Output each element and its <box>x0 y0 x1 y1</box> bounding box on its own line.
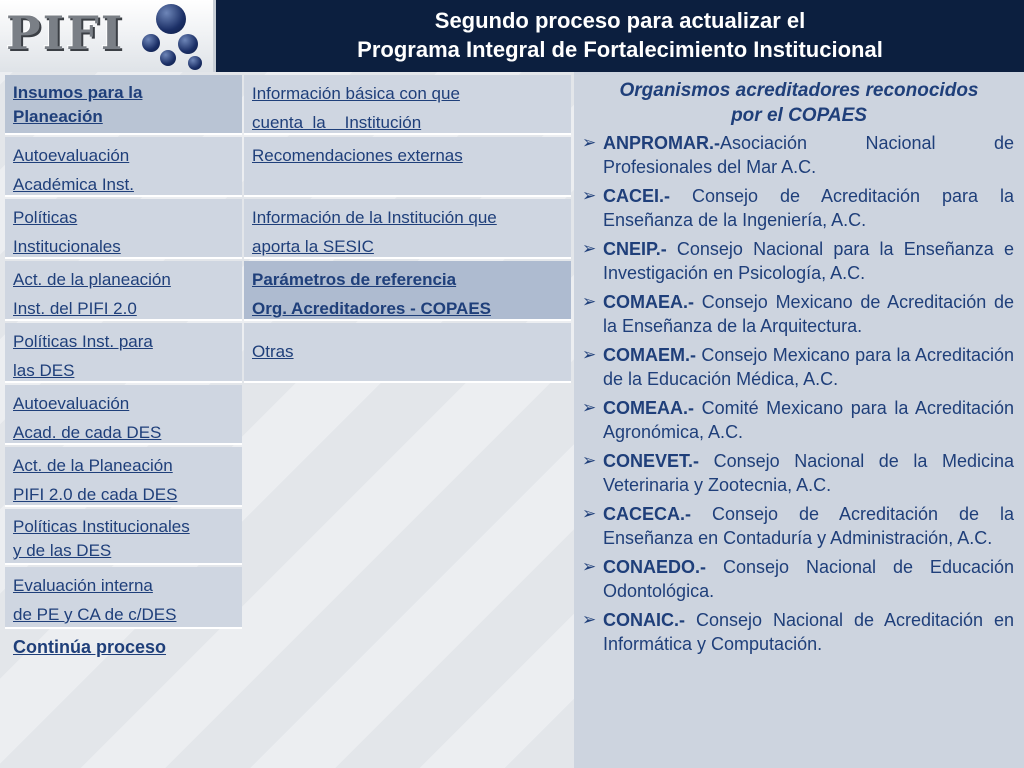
logo-dots-icon <box>140 4 210 70</box>
org-acronym: CONEVET.- <box>603 451 700 471</box>
page-title-line-1: Segundo proceso para actualizar el <box>434 8 806 33</box>
arrow-bullet-icon: ➢ <box>582 398 597 417</box>
list-item <box>580 396 1014 444</box>
left-item-line[interactable]: Académica Inst. <box>13 175 134 194</box>
left-item-line[interactable]: Políticas <box>13 208 78 227</box>
left-item-act-planeacion-des[interactable] <box>5 447 242 507</box>
list-item <box>580 290 1014 338</box>
org-name: Consejo Nacional para la Enseñanza e Investigación en Psicología, A.C. <box>603 239 1014 283</box>
mid-item-informacion-basica[interactable] <box>244 75 571 135</box>
left-item-autoevaluacion-des[interactable] <box>5 385 242 445</box>
header-bar <box>0 0 1024 72</box>
left-item-line[interactable]: Autoevaluación <box>13 146 130 165</box>
org-name: Consejo Nacional de la Medicina Veterinaria y Zootecnia, A.C. <box>603 451 1014 495</box>
left-item-act-planeacion[interactable] <box>5 261 242 321</box>
org-name: Consejo de Acreditación de la Enseñanza en Contaduría y Administración, A.C. <box>603 504 1014 548</box>
arrow-bullet-icon: ➢ <box>582 504 597 523</box>
list-item <box>580 131 1014 179</box>
list-item <box>580 237 1014 285</box>
org-name: Consejo Nacional de Acreditación en Informática y Computación. <box>603 610 1014 654</box>
accreditors-title-line-1: Organismos acreditadores reconocidos <box>619 80 979 101</box>
left-item-line[interactable]: PIFI 2.0 de cada DES <box>13 485 178 504</box>
mid-item-informacion-sesic[interactable] <box>244 199 571 259</box>
list-item <box>580 449 1014 497</box>
accreditors-list <box>580 131 1014 661</box>
arrow-bullet-icon: ➢ <box>582 557 597 576</box>
org-acronym: COMAEM.- <box>603 345 696 365</box>
org-name: Consejo de Acreditación para la Enseñanza de la Ingeniería, A.C. <box>603 186 1014 230</box>
org-acronym: CACEI.- <box>603 186 670 206</box>
left-item-politicas[interactable] <box>5 199 242 259</box>
left-item-evaluacion-interna[interactable] <box>5 567 242 629</box>
org-acronym: CONAEDO.- <box>603 557 706 577</box>
org-name: Consejo Nacional de Educación Odontológica. <box>603 557 1014 601</box>
org-acronym: COMEAA.- <box>603 398 694 418</box>
mid-item-line[interactable]: Otras <box>252 342 294 361</box>
left-item-line[interactable]: Act. de la planeación <box>13 270 171 289</box>
left-item-line[interactable]: de PE y CA de c/DES <box>13 605 177 624</box>
arrow-bullet-icon: ➢ <box>582 610 597 629</box>
mid-item-line[interactable]: Parámetros de referencia <box>252 270 457 289</box>
left-item-politicas-inst-des[interactable] <box>5 509 242 565</box>
list-item <box>580 502 1014 550</box>
page-title-line-2: Programa Integral de Fortalecimiento Institucional <box>357 37 883 62</box>
org-name: Comité Mexicano para la Acreditación Agronómica, A.C. <box>603 398 1014 442</box>
arrow-bullet-icon: ➢ <box>582 186 597 205</box>
arrow-bullet-icon: ➢ <box>582 345 597 364</box>
mid-item-line[interactable]: Información básica con que <box>252 84 460 103</box>
arrow-bullet-icon: ➢ <box>582 133 597 152</box>
org-name: Consejo Mexicano para la Acreditación de la Educación Médica, A.C. <box>603 345 1014 389</box>
org-acronym: CNEIP.- <box>603 239 667 259</box>
accreditors-title <box>574 78 1024 128</box>
left-item-autoevaluacion[interactable] <box>5 137 242 197</box>
mid-item-otras[interactable] <box>244 323 571 383</box>
arrow-bullet-icon: ➢ <box>582 292 597 311</box>
left-item-line[interactable]: Evaluación interna <box>13 576 153 595</box>
org-name: Asociación Nacional de Profesionales del Mar A.C. <box>603 133 1014 177</box>
accreditors-panel <box>574 72 1024 768</box>
mid-item-line[interactable]: Org. Acreditadores - COPAES <box>252 299 491 318</box>
list-item <box>580 555 1014 603</box>
pifi-logo <box>0 0 216 72</box>
logo-text: PIFI <box>6 6 125 60</box>
list-item <box>580 343 1014 391</box>
list-item <box>580 184 1014 232</box>
mid-item-recomendaciones[interactable] <box>244 137 571 197</box>
arrow-bullet-icon: ➢ <box>582 451 597 470</box>
org-acronym: COMAEA.- <box>603 292 694 312</box>
mid-item-line[interactable]: cuenta la Institución <box>252 113 422 132</box>
left-item-line[interactable]: Autoevaluación <box>13 394 130 413</box>
mid-item-parametros-referencia[interactable] <box>244 261 571 321</box>
left-item-politicas-des[interactable] <box>5 323 242 383</box>
mid-item-line[interactable]: Información de la Institución que <box>252 208 497 227</box>
left-item-line[interactable]: Insumos para la <box>13 83 143 102</box>
left-item-line[interactable]: Políticas Institucionales <box>13 517 190 536</box>
org-name: Consejo Mexicano de Acreditación de la Enseñanza de la Arquitectura. <box>603 292 1014 336</box>
left-item-line[interactable]: y de las DES <box>13 541 112 560</box>
page-title <box>216 6 1024 64</box>
org-acronym: CONAIC.- <box>603 610 685 630</box>
mid-item-line[interactable]: Recomendaciones externas <box>252 146 463 165</box>
continue-process-link[interactable]: Continúa proceso <box>13 637 167 657</box>
org-acronym: ANPROMAR.- <box>603 133 720 153</box>
left-item-line[interactable]: Act. de la Planeación <box>13 456 173 475</box>
left-item-line[interactable]: Planeación <box>13 107 103 126</box>
list-item <box>580 608 1014 656</box>
left-item-line[interactable]: Acad. de cada DES <box>13 423 162 442</box>
arrow-bullet-icon: ➢ <box>582 239 597 258</box>
left-item-line[interactable]: Inst. del PIFI 2.0 <box>13 299 137 318</box>
org-acronym: CACECA.- <box>603 504 691 524</box>
left-item-insumos <box>5 75 242 135</box>
accreditors-title-line-2: por el COPAES <box>731 105 867 126</box>
mid-item-line[interactable]: aporta la SESIC <box>252 237 374 256</box>
left-item-line[interactable]: las DES <box>13 361 75 380</box>
left-item-line[interactable]: Políticas Inst. para <box>13 332 153 351</box>
left-item-line[interactable]: Institucionales <box>13 237 121 256</box>
